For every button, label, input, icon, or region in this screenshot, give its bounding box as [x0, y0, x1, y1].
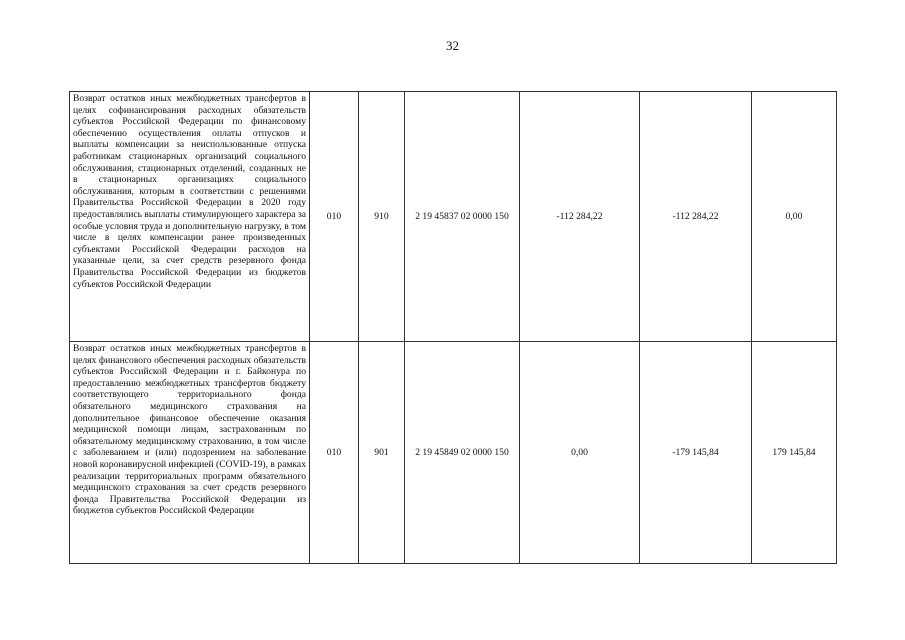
budget-classification-code-cell: 2 19 45837 02 0000 150	[405, 92, 520, 342]
amount-3-cell: 0,00	[752, 92, 837, 342]
amount-2-cell: -179 145,84	[640, 342, 752, 564]
amount-3-cell: 179 145,84	[752, 342, 837, 564]
admin-code-cell: 910	[359, 92, 405, 342]
table-row	[70, 92, 837, 342]
row-description: Возврат остатков иных межбюджетных трансфертов в целях софинансирования расходных обязательств субъектов Российской Федерации по финансовому обеспечению осуществления оплаты отпусков и выплаты компенсации за неиспользованные отпуска работникам стационарных организаций социального обслуживания, стационарных отделений, созданных не в стационарных организациях социального обслуживания, которым в соответствии с решениями Правительства Российской Федерации в 2020 году предоставлялись выплаты стимулирующего характера за особые условия труда и дополнительную нагрузку, в том числе в целях компенсации ранее произведенных субъектами Российской Федерации расходов на указанные цели, за счет средств резервного фонда Правительства Российской Федерации из бюджетов субъектов Российской Федерации	[70, 92, 310, 342]
admin-code-cell: 901	[359, 342, 405, 564]
budget-classification-code-cell: 2 19 45849 02 0000 150	[405, 342, 520, 564]
amount-1-cell: -112 284,22	[520, 92, 640, 342]
budget-table	[69, 91, 837, 564]
page-number: 32	[446, 38, 459, 53]
row-description: Возврат остатков иных межбюджетных трансфертов в целях финансового обеспечения расходных обязательств субъектов Российской Федерации и г. Байконура по предоставлению межбюджетных трансфертов бюджету соответствующего территориального фонда обязательного медицинского страхования на дополнительное финансовое обеспечение оказания медицинской помощи лицам, застрахованным по обязательному медицинскому страхованию, в том числе с заболеванием и (или) подозрением на заболевание новой коронавирусной инфекцией (COVID-19), в рамках реализации территориальных программ обязательного медицинского страхования за счет средств резервного фонда Правительства Российской Федерации из бюджетов субъектов Российской Федерации	[70, 342, 310, 564]
table-row	[70, 342, 837, 564]
section-code-cell: 010	[310, 92, 359, 342]
amount-2-cell: -112 284,22	[640, 92, 752, 342]
amount-1-cell: 0,00	[520, 342, 640, 564]
section-code-cell: 010	[310, 342, 359, 564]
